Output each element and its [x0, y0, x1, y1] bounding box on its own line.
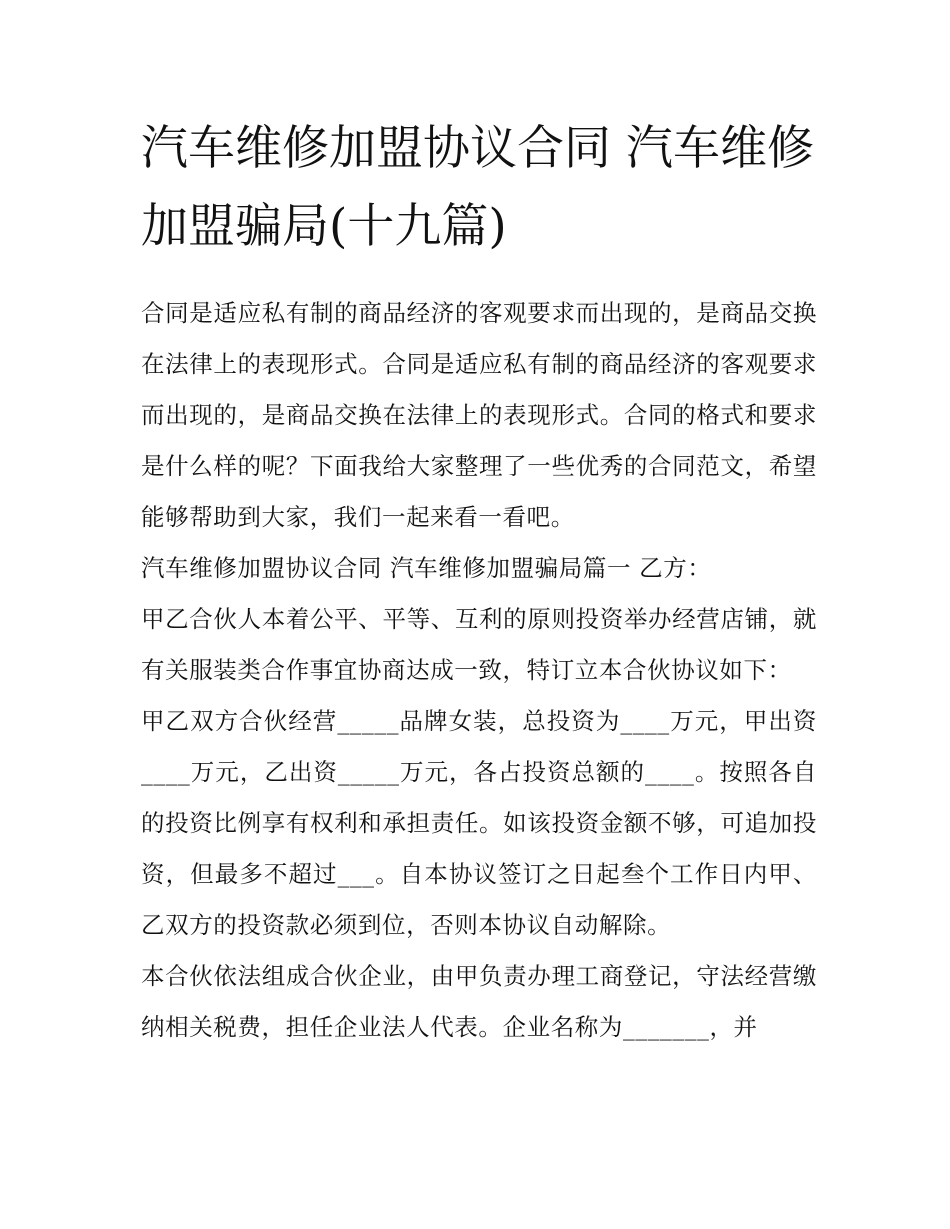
document-page [141, 110, 817, 1053]
paragraph-section-heading: 汽车维修加盟协议合同 汽车维修加盟骗局篇一 乙方： [141, 554, 712, 582]
paragraph-investment: 甲乙双方合伙经营_____品牌女装，总投资为____万元，甲出资____万元，乙出资_____万元，各占投资总额的____。按照各自的投资比例享有权利和承担责任。如该投资金额不够，可追加投资，但最多不超过___。自本协议签订之日起叁个工作日内甲、乙双方的投资款必须到位，否则本协议自动解除。 [141, 707, 817, 939]
paragraph-intro: 合同是适应私有制的商品经济的客观要求而出现的，是商品交换在法律上的表现形式。合同是适应私有制的商品经济的客观要求而出现的，是商品交换在法律上的表现形式。合同的格式和要求是什么样的呢？下面我给大家整理了一些优秀的合同范文，希望能够帮助到大家，我们一起来看一看吧。 [141, 299, 817, 531]
paragraph-registration: 本合伙依法组成合伙企业，由甲负责办理工商登记，守法经营缴纳相关税费，担任企业法人代表。企业名称为_______，并 [141, 962, 817, 1041]
document-title: 汽车维修加盟协议合同 汽车维修加盟骗局(十九篇) [141, 121, 814, 254]
paragraph-principle: 甲乙合伙人本着公平、平等、互利的原则投资举办经营店铺，就有关服装类合作事宜协商达成一致，特订立本合伙协议如下： [141, 605, 817, 684]
